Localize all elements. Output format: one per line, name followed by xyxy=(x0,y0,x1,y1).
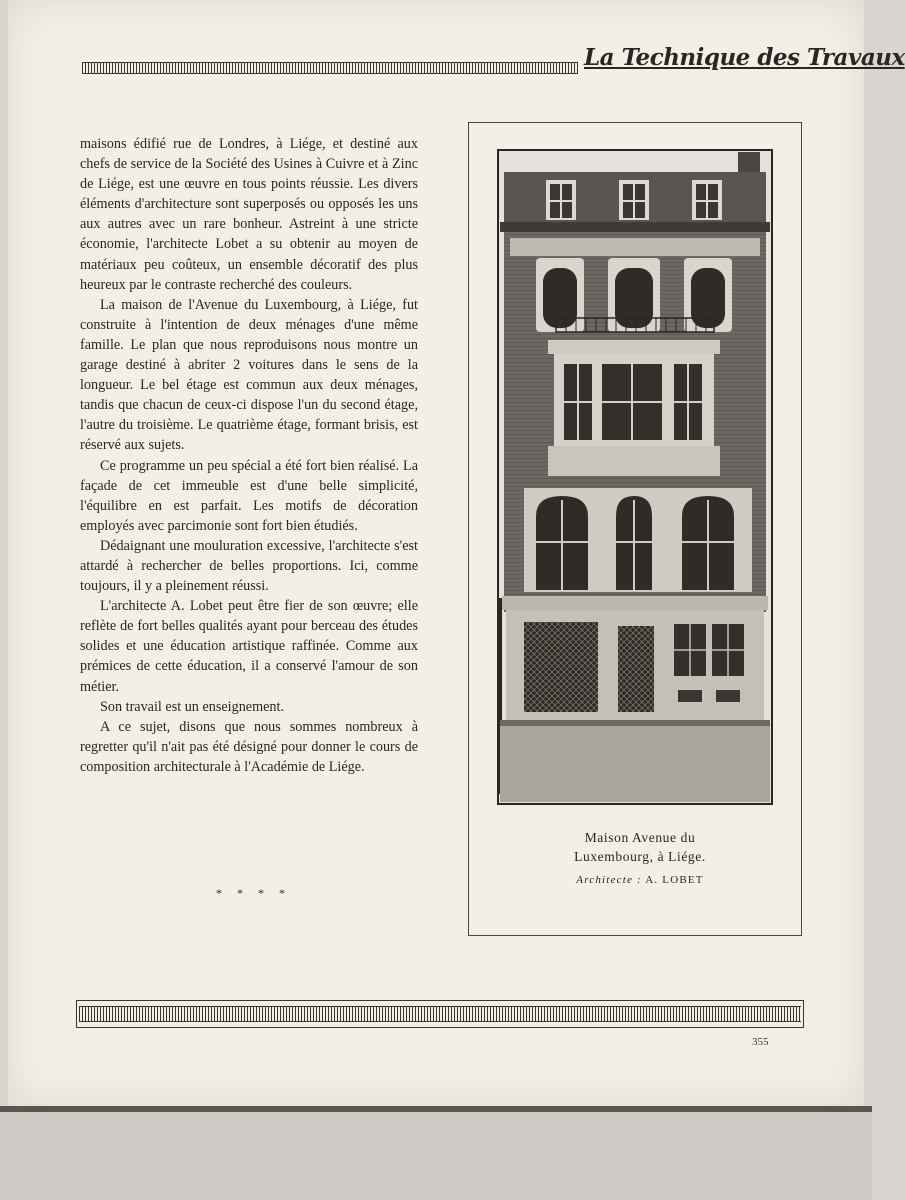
article-text xyxy=(80,134,418,777)
paragraph: maisons édifié rue de Londres, à Liége, et destiné aux chefs de service de la Société des Usines à Cuivre et à Zinc de Liége, est une œuvre en tous points réussie. Les divers éléments d'architecture sont superposés ou opposés les uns aux autres avec un rare bonheur. Astreint à une stricte économie, l'architecte Lobet a su obtenir au moyen de matériaux peu coûteux, un ensemble décoratif des plus heureux par le contraste recherché des couleurs. xyxy=(80,136,418,293)
credit-name: A. LOBET xyxy=(645,874,704,886)
paragraph: La maison de l'Avenue du Luxembourg, à Liége, fut construite à l'intention de deux ménages d'une même famille. Le plan que nous reproduisons nous montre un garage destiné à abriter 2 voitures dans le sens de la longueur. Le bel étage est commun aux deux ménages, tandis que chacun de ceux-ci dispose l'un du second étage, l'autre du troisième. Le quatrième étage, formant brisis, est réservé aux sujets. xyxy=(80,296,418,454)
figure-caption xyxy=(540,828,740,886)
paragraph: Ce programme un peu spécial a été fort bien réalisé. La façade de cet immeuble est d'une belle simplicité, l'équilibre en est parfait. Les motifs de décoration employés avec parcimonie sont fort bien étudiés. xyxy=(80,457,418,534)
footer-rule-pattern xyxy=(79,1006,801,1022)
architect-credit xyxy=(540,874,740,886)
header-rule xyxy=(82,62,578,74)
credit-label: Architecte : xyxy=(576,874,642,886)
background-surface xyxy=(0,1112,872,1200)
masthead-title: La Technique des Travaux xyxy=(584,44,905,71)
caption-line: Luxembourg, à Liége. xyxy=(574,849,706,864)
paragraph: L'architecte A. Lobet peut être fier de son œuvre; elle reflète de fort belles qualités ayant pour berceau des études solides et une éducation artistique raffinée. Comme aux prémices de cette éducation, il a conservé l'amour de son métier. xyxy=(80,598,418,695)
caption-line: Maison Avenue du xyxy=(584,830,696,845)
page-number: 355 xyxy=(752,1036,769,1048)
section-separator: * * * * xyxy=(216,886,291,900)
building-photograph xyxy=(498,150,772,804)
paragraph: Son travail est un enseignement. xyxy=(100,698,285,715)
paragraph: A ce sujet, disons que nous sommes nombreux à regretter qu'il n'ait pas été désigné pour donner le cours de composition architecturale à l'Académie de Liége. xyxy=(80,718,418,775)
footer-rule xyxy=(76,1000,804,1028)
paragraph: Dédaignant une mouluration excessive, l'architecte s'est attardé à rechercher de belles proportions. Ici, comme toujours, il y a pleinement réussi. xyxy=(80,537,418,595)
